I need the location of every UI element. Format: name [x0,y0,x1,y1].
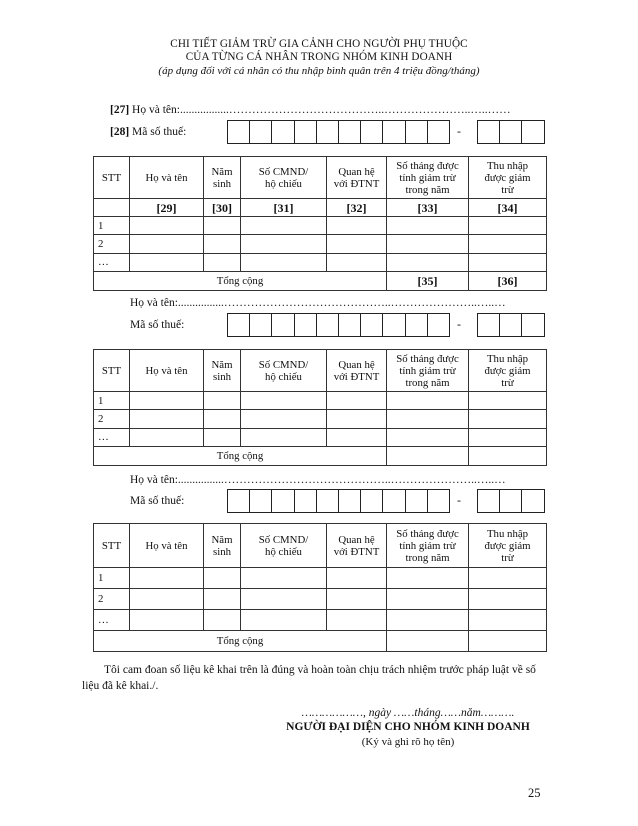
cell-input[interactable] [387,589,469,610]
form-title-line-1: CHI TIẾT GIẢM TRỪ GIA CẢNH CHO NGƯỜI PHỤ THUỘC [170,38,468,50]
total-label: Tổng cộng [94,447,387,465]
code-id: [31] [241,199,327,217]
cell-input[interactable] [469,589,547,610]
table-row [94,253,547,271]
person2-tax-row [130,313,638,337]
tax-digit-box[interactable] [427,489,450,513]
person2-name-label: Họ và tên:................……………………………………..…………………..…..… [130,297,506,309]
code-stt [94,199,130,217]
table-row [94,610,547,631]
row-stt: … [94,428,130,446]
person2-tax-boxes-suffix [478,313,545,337]
cell-input[interactable] [327,253,387,271]
table-row [94,410,547,428]
header-income: Thu nhập được giảm trừ [469,157,547,199]
cell-input[interactable] [387,253,469,271]
tax-dash: - [457,493,461,507]
person2-tax-label: Mã số thuế: [130,319,185,331]
tax-dash: - [457,317,461,331]
header-months: Số tháng được tính giảm trừ trong năm [387,157,469,199]
cell-input[interactable] [204,253,241,271]
header-months: Số tháng được tính giảm trừ trong năm [387,524,469,568]
table-header-row [94,524,547,568]
tax-digit-box[interactable] [499,120,522,144]
row-stt: 2 [94,589,130,610]
code-income: [34] [469,199,547,217]
table-header-row [94,157,547,199]
tax-digit-box[interactable] [338,313,361,337]
row-stt: 2 [94,410,130,428]
tax-digit-box[interactable] [338,489,361,513]
cell-input[interactable] [327,235,387,253]
cell-input[interactable] [241,253,327,271]
row-stt: … [94,610,130,631]
cell-input[interactable] [241,410,327,428]
tax-digit-box[interactable] [382,120,405,144]
form-title-line-2: CỦA TỪNG CÁ NHÂN TRONG NHÓM KINH DOANH [185,51,453,63]
tax-digit-box[interactable] [499,489,522,513]
tax-digit-box[interactable] [427,313,450,337]
tax-digit-box[interactable] [249,489,272,513]
total-label: Tổng cộng [94,272,387,290]
cell-input[interactable] [130,428,204,446]
cell-input[interactable] [327,568,387,589]
cell-input[interactable] [130,568,204,589]
header-stt: STT [94,524,130,568]
tax-digit-box[interactable] [271,120,294,144]
cell-input[interactable] [469,410,547,428]
cell-input[interactable] [469,253,547,271]
cell-input[interactable] [204,428,241,446]
cell-input[interactable] [241,217,327,235]
row-stt: 1 [94,568,130,589]
person3-tax-row [130,489,638,513]
person2-tax-boxes-main [228,313,450,337]
tax-digit-box[interactable] [477,120,500,144]
tax-digit-box[interactable] [227,313,250,337]
tax-digit-box[interactable] [294,120,317,144]
tax-digit-box[interactable] [521,120,544,144]
dependents-table-2 [93,349,547,466]
cell-input[interactable] [130,589,204,610]
tax-digit-box[interactable] [477,489,500,513]
header-id-number: Số CMND/ hộ chiếu [241,524,327,568]
cell-input[interactable] [387,428,469,446]
header-relationship: Quan hệ với ĐTNT [327,350,387,392]
header-name: Họ và tên [130,350,204,392]
cell-input[interactable] [327,410,387,428]
cell-input[interactable] [387,235,469,253]
header-name: Họ và tên [130,157,204,199]
dependents-table-1 [93,156,547,291]
cell-input[interactable] [387,631,469,652]
cell-input[interactable] [327,428,387,446]
cell-input[interactable] [204,610,241,631]
tax-digit-box[interactable] [227,120,250,144]
table-total-row [94,447,547,465]
cell-input[interactable] [387,447,469,465]
table-row [94,217,547,235]
tax-digit-box[interactable] [382,313,405,337]
cell-input[interactable] [204,392,241,410]
cell-input[interactable] [130,217,204,235]
tax-digit-box[interactable] [405,313,428,337]
tax-digit-box[interactable] [360,120,383,144]
tax-digit-box[interactable] [249,313,272,337]
table-row [94,568,547,589]
cell-input[interactable] [130,235,204,253]
header-id-number: Số CMND/ hộ chiếu [241,157,327,199]
total-months-code: [35] [387,272,469,290]
header-name: Họ và tên [130,524,204,568]
tax-dash: - [457,124,461,138]
form-title-block [0,38,638,78]
tax-digit-box[interactable] [360,489,383,513]
table-row [94,589,547,610]
cell-input[interactable] [469,447,547,465]
signature-note: (Ký và ghi rõ họ tên) [361,736,455,748]
total-label: Tổng cộng [94,631,387,652]
tax-digit-box[interactable] [499,313,522,337]
tax-digit-box[interactable] [405,489,428,513]
cell-input[interactable] [469,235,547,253]
table-total-row [94,272,547,290]
cell-input[interactable] [469,568,547,589]
person3-tax-boxes-suffix [478,489,545,513]
person3-name-label: Họ và tên:................……………………………………..…………………..…..… [130,474,506,486]
table-row [94,428,547,446]
cell-input[interactable] [469,610,547,631]
person1-tax-row [110,120,638,144]
header-income: Thu nhập được giảm trừ [469,350,547,392]
cell-input[interactable] [387,610,469,631]
person1-name-label: Họ và tên:.................…………………………………..…………………..…..…… [132,104,511,116]
page-number: 25 [528,786,541,800]
header-birth-year: Năm sinh [204,157,241,199]
cell-input[interactable] [327,392,387,410]
cell-input[interactable] [469,428,547,446]
header-stt: STT [94,350,130,392]
cell-input[interactable] [387,392,469,410]
signature-title: NGƯỜI ĐẠI DIỆN CHO NHÓM KINH DOANH [286,721,530,733]
cell-input[interactable] [469,392,547,410]
tax-digit-box[interactable] [338,120,361,144]
cell-input[interactable] [327,589,387,610]
person1-tax-label: Mã số thuế: [132,126,187,138]
cell-input[interactable] [327,610,387,631]
cell-input[interactable] [387,217,469,235]
header-stt: STT [94,157,130,199]
form-subtitle: (áp dụng đối với cá nhân có thu nhập bình quân trên 4 triệu đồng/tháng) [158,65,480,77]
signature-date-line: ………………, ngày ……tháng……năm………. [301,707,515,719]
tax-digit-box[interactable] [294,489,317,513]
tax-digit-box[interactable] [477,313,500,337]
code-months: [33] [387,199,469,217]
cell-input[interactable] [204,568,241,589]
cell-input[interactable] [241,235,327,253]
header-income: Thu nhập được giảm trừ [469,524,547,568]
cell-input[interactable] [130,253,204,271]
row-stt: 1 [94,392,130,410]
header-months: Số tháng được tính giảm trừ trong năm [387,350,469,392]
tax-digit-box[interactable] [271,489,294,513]
tax-digit-box[interactable] [271,313,294,337]
signature-block [270,706,546,749]
tax-digit-box[interactable] [316,120,339,144]
commitment-statement: Tôi cam đoan số liệu kê khai trên là đúng và hoàn toàn chịu trách nhiệm trước pháp luật về số liệu đã kê khai./. [82,664,536,692]
person1-tax-label-group [110,126,186,138]
table-row [94,392,547,410]
tax-digit-box[interactable] [249,120,272,144]
cell-input[interactable] [130,610,204,631]
tax-digit-box[interactable] [227,489,250,513]
row-stt: 1 [94,217,130,235]
tax-digit-box[interactable] [360,313,383,337]
cell-input[interactable] [241,392,327,410]
tax-digit-box[interactable] [316,489,339,513]
person3-tax-boxes-main [228,489,450,513]
table-total-row [94,631,547,652]
header-birth-year: Năm sinh [204,350,241,392]
cell-input[interactable] [241,428,327,446]
cell-input[interactable] [387,568,469,589]
person1-tax-boxes-suffix [478,120,545,144]
tax-digit-box[interactable] [521,489,544,513]
table-code-row [94,199,547,217]
cell-input[interactable] [204,217,241,235]
tax-digit-box[interactable] [294,313,317,337]
header-relationship: Quan hệ với ĐTNT [327,157,387,199]
tax-digit-box[interactable] [521,313,544,337]
tax-digit-box[interactable] [382,489,405,513]
cell-input[interactable] [204,235,241,253]
code-name: [29] [130,199,204,217]
dependents-table-3 [93,523,547,652]
tax-digit-box[interactable] [405,120,428,144]
cell-input[interactable] [130,410,204,428]
table-header-row [94,350,547,392]
cell-input[interactable] [204,589,241,610]
person3-name-line [130,474,506,486]
header-relationship: Quan hệ với ĐTNT [327,524,387,568]
header-id-number: Số CMND/ hộ chiếu [241,350,327,392]
row-stt: 2 [94,235,130,253]
header-birth-year: Năm sinh [204,524,241,568]
code-birth: [30] [204,199,241,217]
person2-name-line [130,297,506,309]
cell-input[interactable] [130,392,204,410]
cell-input[interactable] [469,631,547,652]
tax-digit-box[interactable] [316,313,339,337]
tax-digit-box[interactable] [427,120,450,144]
person3-tax-label: Mã số thuế: [130,495,185,507]
person1-tax-code: [28] [110,126,130,138]
cell-input[interactable] [204,410,241,428]
person1-tax-boxes-main [228,120,450,144]
table-row [94,235,547,253]
cell-input[interactable] [327,217,387,235]
cell-input[interactable] [387,410,469,428]
cell-input[interactable] [469,217,547,235]
code-rel: [32] [327,199,387,217]
total-income-code: [36] [469,272,547,290]
cell-input[interactable] [241,589,327,610]
row-stt: … [94,253,130,271]
person1-name-line [110,104,511,116]
person1-name-code: [27] [110,104,130,116]
cell-input[interactable] [241,610,327,631]
cell-input[interactable] [241,568,327,589]
